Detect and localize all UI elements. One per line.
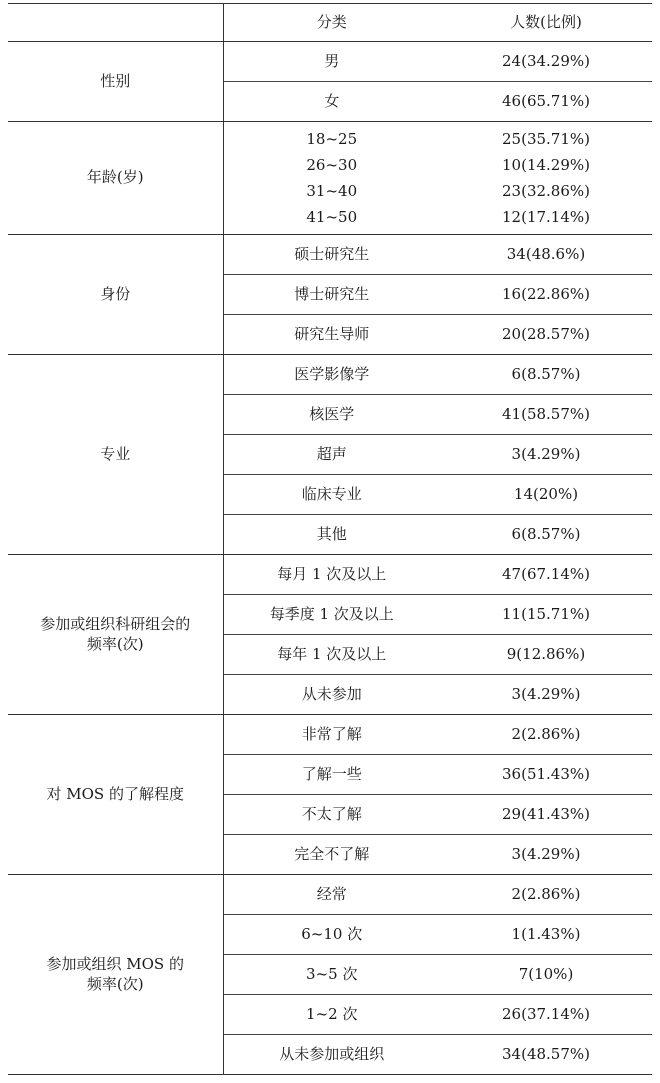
table-row: [8, 875, 652, 915]
value-cell: 20(28.57%): [440, 315, 652, 355]
header-row: [8, 4, 652, 42]
option-cell: [223, 122, 440, 235]
header-option: 分类: [223, 4, 440, 42]
age-option: 31~40: [306, 182, 358, 200]
table-row: [8, 555, 652, 595]
value-cell: 11(15.71%): [440, 595, 652, 635]
option-cell: 医学影像学: [223, 355, 440, 395]
option-cell: 从未参加或组织: [223, 1035, 440, 1075]
header-category: [8, 4, 223, 42]
value-cell: 47(67.14%): [440, 555, 652, 595]
group-mos-understanding: [8, 715, 652, 875]
value-cell: 2(2.86%): [440, 875, 652, 915]
value-cell: 29(41.43%): [440, 795, 652, 835]
option-cell: 非常了解: [223, 715, 440, 755]
option-cell: 博士研究生: [223, 275, 440, 315]
option-cell: 核医学: [223, 395, 440, 435]
option-cell: 从未参加: [223, 675, 440, 715]
group-identity: [8, 235, 652, 355]
table-row: [8, 715, 652, 755]
value-cell: [440, 122, 652, 235]
group-label-line: 年龄(岁): [86, 168, 144, 187]
value-cell: 3(4.29%): [440, 435, 652, 475]
table-row: [8, 42, 652, 82]
group-label-line: 频率(次): [86, 634, 144, 653]
option-cell: 了解一些: [223, 755, 440, 795]
demographics-table: [8, 3, 652, 1075]
group-label: [8, 235, 223, 355]
age-option: 18~25: [306, 130, 358, 148]
value-cell: 6(8.57%): [440, 355, 652, 395]
group-mos-frequency: [8, 875, 652, 1075]
table-header: [8, 4, 652, 42]
group-gender: [8, 42, 652, 122]
value-cell: 3(4.29%): [440, 835, 652, 875]
age-option: 26~30: [306, 156, 358, 174]
option-cell: 不太了解: [223, 795, 440, 835]
value-cell: 36(51.43%): [440, 755, 652, 795]
group-label-line: 参加或组织科研组会的: [40, 615, 191, 633]
table-row: [8, 355, 652, 395]
group-label-line: 性别: [100, 71, 131, 90]
group-age: [8, 122, 652, 235]
age-value: 12(17.14%): [502, 208, 590, 226]
value-cell: 26(37.14%): [440, 995, 652, 1035]
option-cell: 3~5 次: [223, 955, 440, 995]
value-cell: 34(48.6%): [440, 235, 652, 275]
value-cell: 24(34.29%): [440, 42, 652, 82]
value-cell: 6(8.57%): [440, 515, 652, 555]
value-cell: 41(58.57%): [440, 395, 652, 435]
age-option: 41~50: [306, 208, 358, 226]
group-label: [8, 355, 223, 555]
option-cell: 每年 1 次及以上: [223, 635, 440, 675]
value-cell: 16(22.86%): [440, 275, 652, 315]
option-cell: 完全不了解: [223, 835, 440, 875]
group-label: [8, 122, 223, 235]
option-cell: 硕士研究生: [223, 235, 440, 275]
header-value: 人数(比例): [440, 4, 652, 42]
age-value: 23(32.86%): [502, 182, 590, 200]
group-label-line: 参加或组织 MOS 的: [46, 955, 184, 973]
value-cell: 3(4.29%): [440, 675, 652, 715]
value-cell: 34(48.57%): [440, 1035, 652, 1075]
option-cell: 1~2 次: [223, 995, 440, 1035]
group-label: [8, 715, 223, 875]
age-value: 25(35.71%): [502, 130, 590, 148]
option-cell: 超声: [223, 435, 440, 475]
group-label: [8, 42, 223, 122]
option-cell: 每月 1 次及以上: [223, 555, 440, 595]
value-cell: 2(2.86%): [440, 715, 652, 755]
option-cell: 每季度 1 次及以上: [223, 595, 440, 635]
group-label-line: 专业: [100, 444, 131, 463]
option-cell: 其他: [223, 515, 440, 555]
option-cell: 研究生导师: [223, 315, 440, 355]
group-label: [8, 555, 223, 715]
table-row: [8, 235, 652, 275]
group-label-line: 身份: [100, 284, 131, 303]
option-cell: 女: [223, 82, 440, 122]
group-label-line: 频率(次): [86, 974, 144, 993]
group-label-line: 对 MOS 的了解程度: [46, 784, 184, 803]
value-cell: 7(10%): [440, 955, 652, 995]
value-cell: 46(65.71%): [440, 82, 652, 122]
option-cell: 6~10 次: [223, 915, 440, 955]
group-major: [8, 355, 652, 555]
value-cell: 14(20%): [440, 475, 652, 515]
group-meeting-frequency: [8, 555, 652, 715]
option-cell: 临床专业: [223, 475, 440, 515]
option-cell: 经常: [223, 875, 440, 915]
table-row: [8, 122, 652, 235]
group-label: [8, 875, 223, 1075]
option-cell: 男: [223, 42, 440, 82]
age-value: 10(14.29%): [502, 156, 590, 174]
value-cell: 1(1.43%): [440, 915, 652, 955]
value-cell: 9(12.86%): [440, 635, 652, 675]
